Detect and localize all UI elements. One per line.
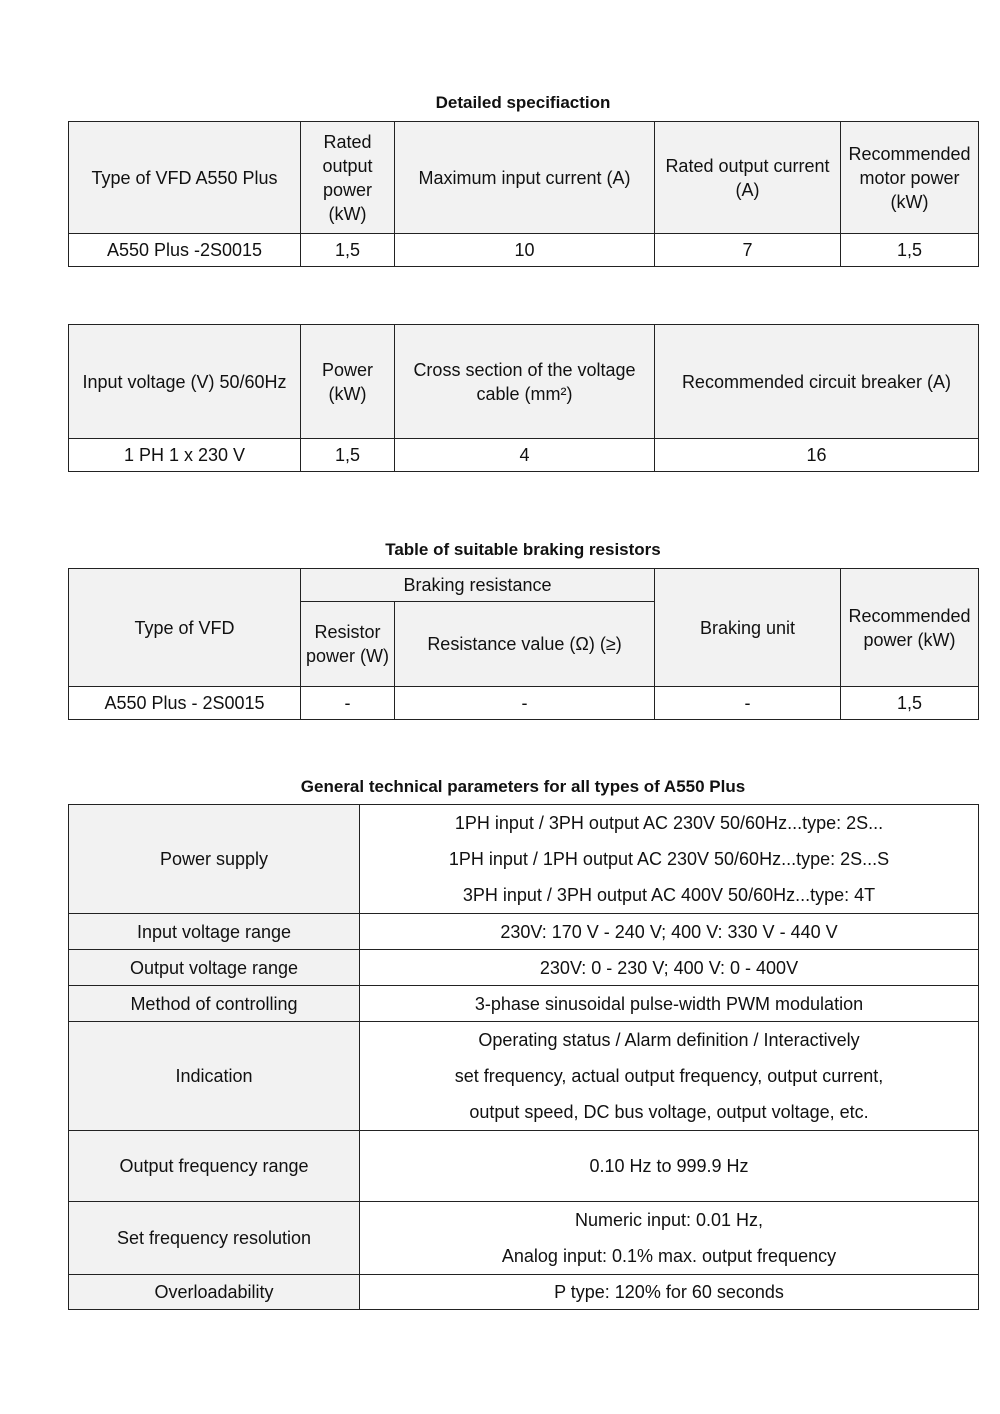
table-cell: 1,5: [301, 234, 395, 267]
header-braking-resistance: Braking resistance: [301, 569, 655, 602]
param-label: Method of controlling: [69, 986, 360, 1022]
table-cell: -: [395, 687, 655, 720]
table-cell: A550 Plus -2S0015: [69, 234, 301, 267]
table4-title: General technical parameters for all types of A550 Plus: [300, 777, 746, 796]
table-cell: -: [655, 687, 841, 720]
header-recommended-motor-power: Recommended motor power (kW): [841, 122, 979, 234]
param-value-line: set frequency, actual output frequency, output current,: [454, 1066, 884, 1086]
detailed-spec-table: [68, 121, 979, 267]
header-power: Power (kW): [301, 325, 395, 439]
param-label: Indication: [69, 1022, 360, 1131]
param-label: Input voltage range: [69, 914, 360, 950]
table-cell: 1 PH 1 x 230 V: [69, 439, 301, 472]
param-label: Output frequency range: [69, 1131, 360, 1202]
voltage-cable-table: [68, 324, 979, 472]
param-value-line: Analog input: 0.1% max. output frequency: [501, 1246, 837, 1266]
header-type: Type of VFD A550 Plus: [69, 122, 301, 234]
param-value-line: Operating status / Alarm definition / Interactively: [478, 1030, 860, 1050]
table-cell: 1,5: [841, 234, 979, 267]
param-value: 3-phase sinusoidal pulse-width PWM modulation: [360, 986, 979, 1022]
param-value-line: Numeric input: 0.01 Hz,: [574, 1210, 764, 1230]
param-value-line: output speed, DC bus voltage, output voltage, etc.: [469, 1102, 869, 1122]
table1-title: Detailed specifiaction: [435, 93, 611, 112]
param-label: Output voltage range: [69, 950, 360, 986]
header-circuit-breaker: Recommended circuit breaker (A): [655, 325, 979, 439]
header-recommended-power: Recommended power (kW): [841, 569, 979, 687]
param-label: Set frequency resolution: [69, 1202, 360, 1275]
table-cell: 10: [395, 234, 655, 267]
header-input-voltage: Input voltage (V) 50/60Hz: [69, 325, 301, 439]
param-value-line: 3PH input / 3PH output AC 400V 50/60Hz...type: 4T: [462, 885, 876, 905]
param-value: P type: 120% for 60 seconds: [360, 1275, 979, 1310]
table3-title: Table of suitable braking resistors: [385, 540, 661, 559]
header-resistance-value: Resistance value (Ω) (≥): [395, 602, 655, 687]
param-label: Overloadability: [69, 1275, 360, 1310]
table-cell: 1,5: [841, 687, 979, 720]
general-parameters-table: [68, 804, 979, 1310]
header-rated-output-power: Rated output power (kW): [301, 122, 395, 234]
param-value-line: 1PH input / 3PH output AC 230V 50/60Hz...type: 2S...: [454, 813, 884, 833]
header-resistor-power: Resistor power (W): [301, 602, 395, 687]
header-type-of-vfd: Type of VFD: [69, 569, 301, 687]
header-braking-unit: Braking unit: [655, 569, 841, 687]
table-cell: 7: [655, 234, 841, 267]
param-value: 230V: 0 - 230 V; 400 V: 0 - 400V: [360, 950, 979, 986]
param-label: Power supply: [69, 805, 360, 914]
table-cell: 16: [655, 439, 979, 472]
param-value: 230V: 170 V - 240 V; 400 V: 330 V - 440 V: [360, 914, 979, 950]
table-cell: 4: [395, 439, 655, 472]
header-rated-output-current: Rated output current (A): [655, 122, 841, 234]
param-value-line: 1PH input / 1PH output AC 230V 50/60Hz...type: 2S...S: [448, 849, 890, 869]
param-value: [360, 1202, 979, 1275]
braking-resistors-table: [68, 568, 979, 720]
table-cell: 1,5: [301, 439, 395, 472]
header-max-input-current: Maximum input current (A): [395, 122, 655, 234]
param-value: [360, 1022, 979, 1131]
table-cell: A550 Plus - 2S0015: [69, 687, 301, 720]
table-cell: -: [301, 687, 395, 720]
header-cross-section: Cross section of the voltage cable (mm²): [395, 325, 655, 439]
param-value: 0.10 Hz to 999.9 Hz: [360, 1131, 979, 1202]
param-value: [360, 805, 979, 914]
